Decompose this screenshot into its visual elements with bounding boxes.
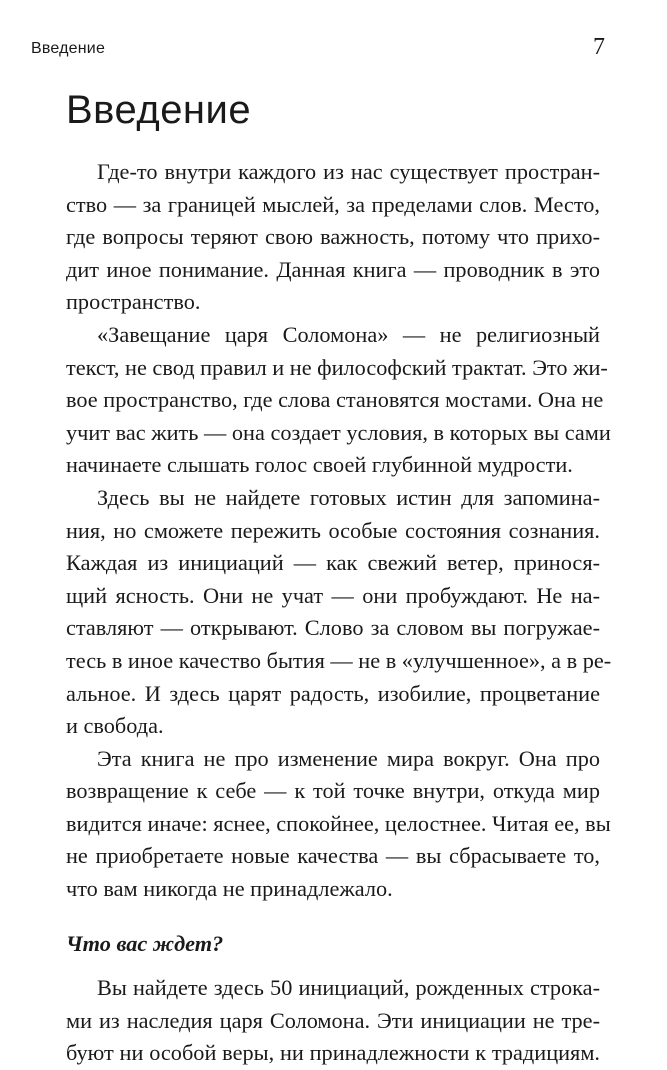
subheading: Что вас ждет? [66, 930, 224, 956]
text-line: ми из наследия царя Соломона. Эти инициации не тре- [66, 1007, 600, 1033]
paragraph-3 [66, 482, 612, 743]
text-line: и свобода. [66, 713, 164, 739]
text-line: возвращение к себе — к той точке внутри, откуда мир [66, 778, 600, 804]
text-line: учит вас жить — она создает условия, в которых вы сами [66, 419, 611, 445]
chapter-title: Введение [66, 88, 252, 132]
text-line: начинаете слышать голос своей глубинной мудрости. [66, 452, 573, 478]
text-line: Вы найдете здесь 50 инициаций, рожденных строка- [97, 975, 600, 1001]
paragraph-4 [66, 743, 611, 906]
paragraph-5 [66, 972, 600, 1070]
text-line: пространство. [66, 289, 201, 315]
text-line: видится иначе: яснее, спокойнее, целостнее. Читая ее, вы [66, 810, 611, 836]
running-head: Введение [31, 40, 106, 57]
body-text [66, 156, 612, 1070]
text-line: альное. И здесь царят радость, изобилие, процветание [66, 680, 600, 706]
text-line: тесь в иное качество бытия — не в «улучшенное», а в ре- [66, 647, 612, 673]
text-line: что вам никогда не принадлежало. [66, 876, 393, 902]
text-line: Здесь вы не найдете готовых истин для запомина- [97, 484, 600, 510]
text-line: вое пространство, где слова становятся мостами. Она не [66, 387, 604, 413]
text-line: Эта книга не про изменение мира вокруг. Она про [97, 745, 600, 771]
text-line: ство — за границей мыслей, за пределами слов. Место, [66, 191, 600, 217]
text-line: текст, не свод правил и не философский трактат. Это жи- [66, 354, 608, 380]
text-line: дит иное понимание. Данная книга — проводник в это [66, 256, 600, 282]
text-line: «Завещание царя Соломона» — не религиозный [97, 321, 600, 347]
text-line: щий ясность. Они не учат — они пробуждают. Не на- [66, 582, 600, 608]
text-line: ния, но сможете пережить особые состояния сознания. [66, 517, 600, 543]
text-line: где вопросы теряют свою важность, потому что прихо- [66, 224, 600, 250]
text-line: не приобретаете новые качества — вы сбрасываете то, [66, 843, 600, 869]
text-line: Каждая из инициаций — как свежий ветер, принося- [66, 550, 600, 576]
paragraph-1 [66, 156, 600, 319]
text-line: ставляют — открывают. Слово за словом вы погружае- [66, 615, 600, 641]
text-line: Где-то внутри каждого из нас существует простран- [97, 159, 600, 184]
paragraph-2 [66, 319, 611, 482]
page-number: 7 [593, 34, 605, 60]
text-line: буют ни особой веры, ни принадлежности к традициям. [66, 1040, 600, 1066]
